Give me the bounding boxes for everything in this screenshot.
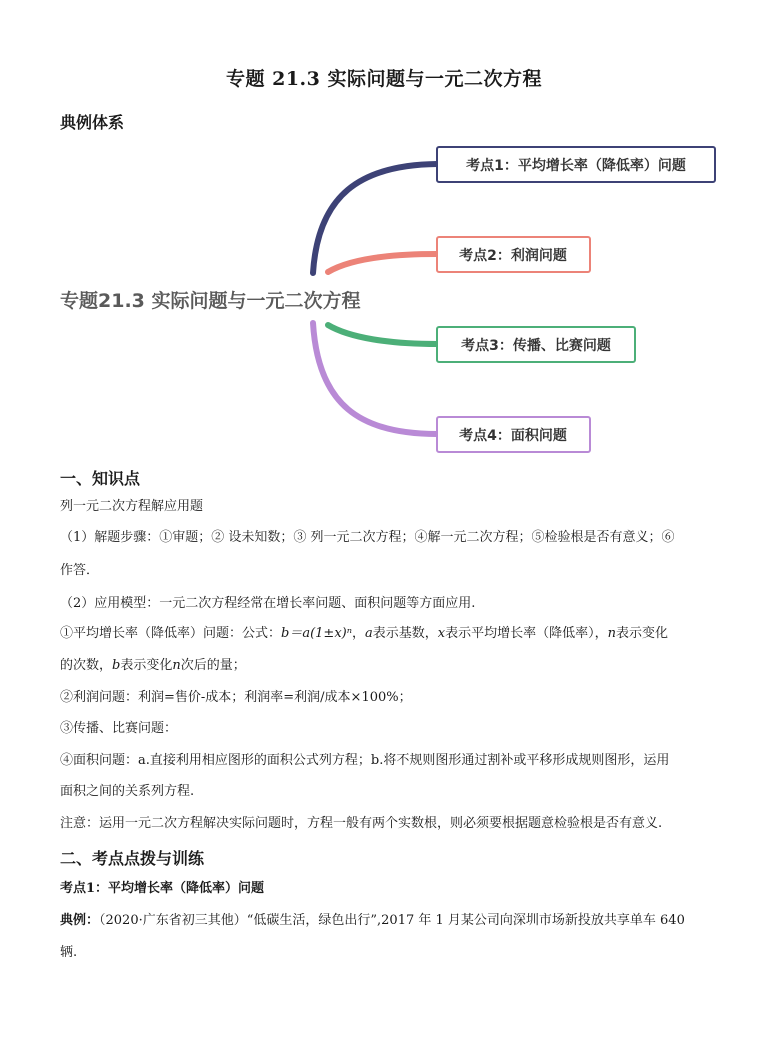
mindmap-node-2: [437, 237, 590, 272]
section-2-heading: 二、考点点拨与训练: [60, 849, 205, 868]
branch-3: [328, 325, 437, 344]
node-2-label: 考点2：利润问题: [459, 248, 567, 264]
page-title: 专题 21.3 实际问题与一元二次方程: [225, 68, 542, 90]
example-label: 典例：: [60, 913, 100, 928]
example-line-1: 典例：（2020·广东省初三其他）“低碳生活，绿色出行”,2017 年 1 月某公司向深圳市场新投放共享单车 640: [60, 913, 685, 928]
section-1-heading: 一、知识点: [60, 469, 141, 488]
mindmap-node-3: [437, 327, 635, 362]
model-line: （2）应用模型：一元二次方程经常在增长率问题、面积问题等方面应用.: [60, 596, 476, 611]
note-line: 注意：运用一元二次方程解决实际问题时，方程一般有两个实数根，则必须要根据题意检验根是否有意义.: [60, 816, 663, 831]
node-4-label: 考点4：面积问题: [459, 428, 567, 444]
area-line-1: ④面积问题：a.直接利用相应图形的面积公式列方程；b.将不规则图形通过割补或平移形成规则图形，运用: [60, 753, 670, 768]
section-1-intro: 列一元二次方程解应用题: [60, 499, 204, 514]
mindmap: [0, 135, 768, 465]
area-line-2: 面积之间的关系列方程.: [60, 784, 195, 799]
branch-2: [328, 254, 437, 272]
mindmap-root: 专题21.3 实际问题与一元二次方程: [60, 290, 361, 312]
mindmap-node-1: [437, 147, 715, 182]
mindmap-node-4: [437, 417, 590, 452]
spread-line: ③传播、比赛问题：: [60, 721, 178, 736]
growth-line-2: 的次数，b表示变化n次后的量；: [60, 658, 246, 673]
node-3-label: 考点3：传播、比赛问题: [461, 338, 611, 354]
growth-line-1: ①平均增长率（降低率）问题：公式：b＝a(1±x)ⁿ，a表示基数，x表示平均增长率（降低率），n表示变化: [60, 626, 669, 641]
steps-line-2: 作答．: [60, 563, 100, 578]
example-line-2: 辆.: [60, 945, 78, 960]
system-heading: 典例体系: [60, 113, 125, 132]
point-1-heading: 考点1：平均增长率（降低率）问题: [60, 881, 265, 896]
node-1-label: 考点1：平均增长率（降低率）问题: [466, 158, 686, 174]
growth-formula: b＝a(1±x)ⁿ: [281, 626, 352, 641]
steps-line-1: （1）解题步骤：①审题；② 设未知数；③ 列一元二次方程；④解一元二次方程；⑤检验根是否有意义；⑥: [60, 530, 675, 545]
profit-line: ②利润问题：利润=售价-成本；利润率=利润/成本×100%；: [60, 690, 412, 705]
